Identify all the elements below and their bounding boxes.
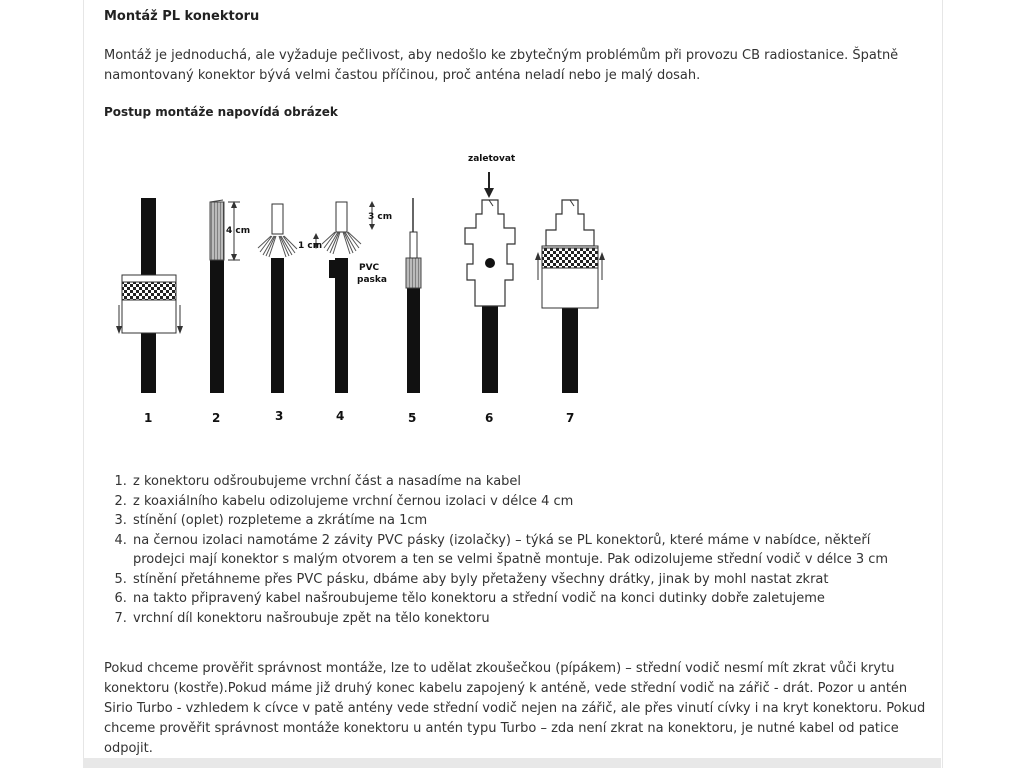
step-number-6: 6 [485, 411, 494, 425]
figure-subtitle: Postup montáže napovídá obrázek [104, 105, 338, 119]
bottom-bar [83, 758, 941, 768]
step-number-5: 5 [408, 411, 417, 425]
step-6-drawing [465, 172, 515, 393]
step-item-1: 1. z konektoru odšroubujeme vrchní část a nasadíme na kabel [131, 472, 921, 492]
step-item-4: 4. na černou izolaci namotáme 2 závity PVC pásky (izolačky) – týká se PL konektorů, které máme v nabídce, někteří prodejci mají konektor s malým otvorem a ten se velmi špatně montuje. Pak odizolujeme střední vodič v délce 3 cm [131, 531, 921, 570]
step-number-2: 2 [212, 411, 221, 425]
label-4cm: 4 cm [226, 226, 251, 236]
step-item-7: 7. vrchní díl konektoru našroubuje zpět na tělo konektoru [131, 609, 921, 629]
step-item-3: 3. stínění (oplet) rozpleteme a zkrátíme na 1cm [131, 511, 921, 531]
step-number-4: 4 [336, 409, 345, 423]
label-3cm: 3 cm [368, 212, 393, 222]
label-zaletovat: zaletovat [468, 154, 516, 164]
step-item-2: 2. z koaxiálního kabelu odizolujeme vrchní černou izolaci v délce 4 cm [131, 492, 921, 512]
step-item-6: 6. na takto připravený kabel našroubujeme tělo konektoru a střední vodič na konci dutinky dobře zaletujeme [131, 589, 921, 609]
step-4-drawing [313, 201, 375, 393]
step-number-1: 1 [144, 411, 153, 425]
steps-list [115, 472, 921, 628]
step-1-drawing [116, 198, 183, 393]
step-number-3: 3 [275, 409, 284, 423]
step-3-drawing [258, 204, 297, 393]
step-7-drawing [535, 200, 605, 393]
connector-assembly-figure [100, 140, 620, 430]
step-5-drawing [406, 198, 421, 393]
label-1cm: 1 cm [298, 241, 323, 251]
outro-paragraph: Pokud chceme prověřit správnost montáže, lze to udělat zkoušečkou (pípákem) – střední vodič nesmí mít zkrat vůči krytu konektoru (kostře).Pokud máme již druhý konec kabelu zapojený k anténě, vede střední vodič na zářič - drát. Pozor u antén Sirio Turbo - vzhledem k cívce v patě antény vede střední vodič nejen na zářič, ale přes vinutí cívky i na kryt konektoru. Pokud chceme prověřit správnost montáže konektoru u antén typu Turbo – zda není zkrat na konektoru, je nutné kabel od patice odpojit. [104, 661, 926, 756]
step-number-7: 7 [566, 411, 575, 425]
label-pvc: PVC [359, 263, 380, 273]
label-paska: paska [357, 275, 387, 285]
intro-paragraph: Montáž je jednoduchá, ale vyžaduje pečlivost, aby nedošlo ke zbytečným problémům při provozu CB radiostanice. Špatně namontovaný konektor bývá velmi častou příčinou, proč anténa neladí nebo je malý dosah. [104, 48, 899, 83]
page-title: Montáž PL konektoru [104, 9, 260, 24]
step-item-5: 5. stínění přetáhneme přes PVC pásku, dbáme aby byly přetaženy všechny drátky, jinak by mohl nastat zkrat [131, 570, 921, 590]
